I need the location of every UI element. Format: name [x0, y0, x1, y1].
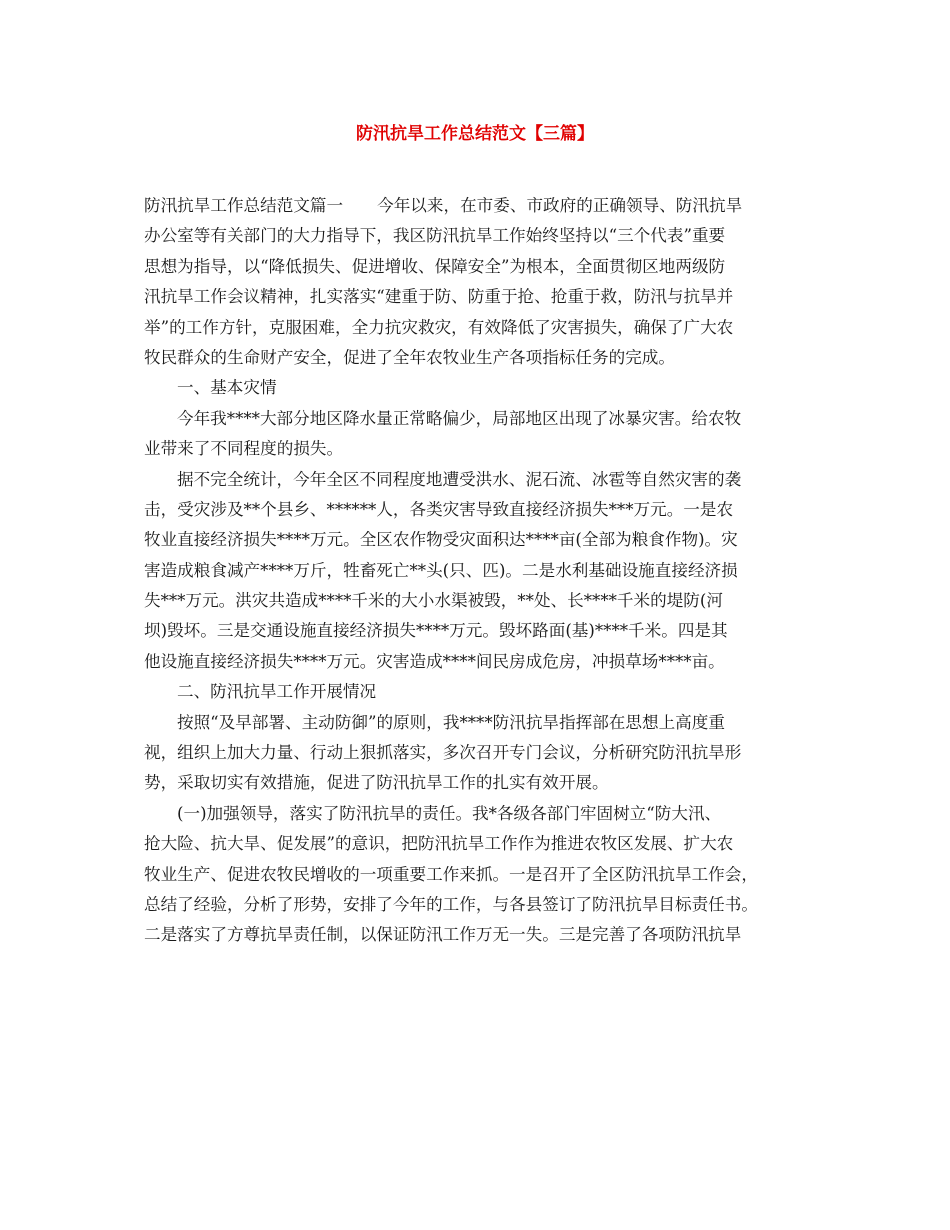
paragraph-line: 据不完全统计，今年全区不同程度地遭受洪水、泥石流、冰雹等自然灾害的袭 [177, 469, 742, 489]
paragraph-line: 坝)毁坏。三是交通设施直接经济损失****万元。毁坏路面(基)****千米。四是其 [144, 621, 728, 641]
paragraph-line: 汛抗旱工作会议精神，扎实落实“建重于防、防重于抢、抢重于救，防汛与抗旱并 [144, 287, 734, 307]
paragraph-line: 牧民群众的生命财产安全，促进了全年农牧业生产各项指标任务的完成。 [144, 347, 675, 367]
paragraph-line: 害造成粮食减产****万斤，牲畜死亡**头(只、匹)。二是水利基础设施直接经济损 [144, 560, 738, 580]
paragraph-line: 视，组织上加大力量、行动上狠抓落实，多次召开专门会议，分析研究防汛抗旱形 [144, 743, 742, 763]
paragraph-line [144, 191, 814, 221]
paragraph-line: 抢大险、抗大旱、促发展”的意识，把防汛抗旱工作作为推进农牧区发展、扩大农 [144, 834, 734, 854]
paragraph-line: 失***万元。洪灾共造成****千米的大小水渠被毁，**处、长****千米的堤防(河 [144, 591, 723, 611]
section-heading: 一、基本灾情 [177, 378, 277, 398]
paragraph-line: 他设施直接经济损失****万元。灾害造成****间民房成危房，冲损草场****亩。 [144, 651, 725, 671]
paragraph-line: 势，采取切实有效措施，促进了防汛抗旱工作的扎实有效开展。 [144, 773, 609, 793]
paragraph-line: 举”的工作方针，克服困难，全力抗灾救灾，有效降低了灾害损失，确保了广大农 [144, 317, 734, 337]
section-heading: 二、防汛抗旱工作开展情况 [177, 682, 377, 702]
paragraph-text: 今年以来，在市委、市政府的正确领导、防汛抗旱 [377, 196, 743, 215]
paragraph-line: 办公室等有关部门的大力指导下，我区防汛抗旱工作始终坚持以“三个代表”重要 [144, 226, 726, 246]
paragraph-line: 总结了经验，分析了形势，安排了今年的工作，与各县签订了防汛抗旱目标责任书。 [144, 894, 758, 914]
document-title: 防汛抗旱工作总结范文【三篇】 [356, 124, 594, 144]
paragraph-line: 今年我****大部分地区降水量正常略偏少，局部地区出现了冰暴灾害。给农牧 [177, 408, 742, 428]
paragraph-line: 思想为指导，以“降低损失、促进增收、保障安全”为根本，全面贯彻区地两级防 [144, 256, 726, 276]
paragraph-line: (一)加强领导，落实了防汛抗旱的责任。我*各级各部门牢固树立“防大汛、 [177, 803, 722, 823]
paragraph-line: 牧业生产、促进农牧民增收的一项重要工作来抓。一是召开了全区防汛抗旱工作会， [144, 864, 758, 884]
paragraph-line: 按照“及早部署、主动防御”的原则，我****防汛抗旱指挥部在思想上高度重 [177, 712, 725, 732]
paragraph-line: 业带来了不同程度的损失。 [144, 439, 344, 459]
paragraph-line: 二是落实了方尊抗旱责任制，以保证防汛工作万无一失。三是完善了各项防汛抗旱 [144, 925, 742, 945]
section-heading-inline: 防汛抗旱工作总结范文篇一 [144, 196, 344, 215]
document-body [144, 191, 814, 951]
paragraph-line: 牧业直接经济损失****万元。全区农作物受灾面积达****亩(全部为粮食作物)。灾 [144, 530, 738, 550]
paragraph-line: 击，受灾涉及**个县乡、******人，各类灾害导致直接经济损失***万元。一是农 [144, 499, 734, 519]
